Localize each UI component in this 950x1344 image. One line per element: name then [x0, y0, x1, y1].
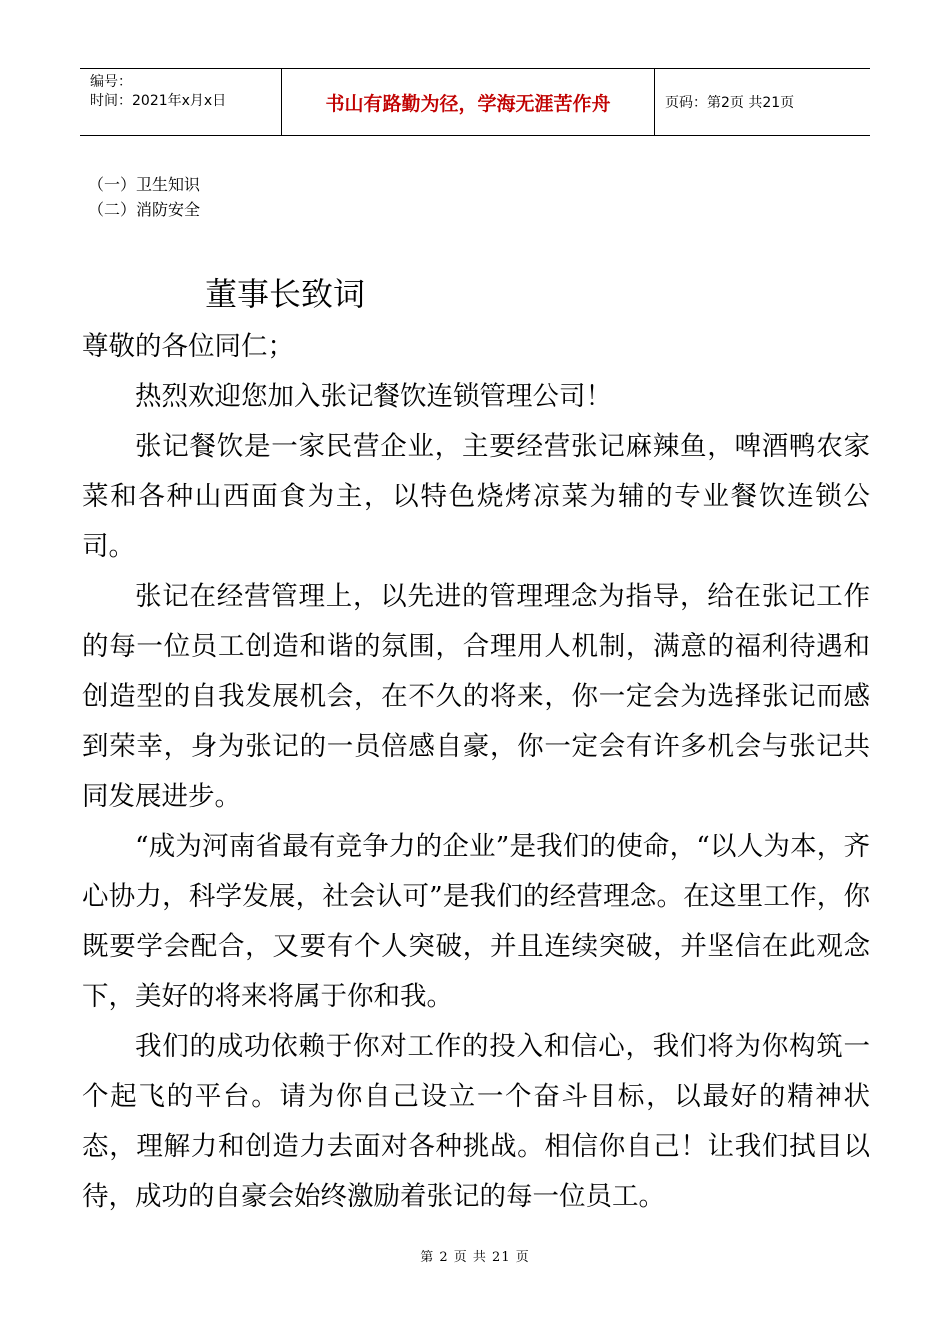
- letter-paragraph: 热烈欢迎您加入张记餐饮连锁管理公司！: [135, 381, 612, 412]
- page-footer: 第 2 页 共 21 页: [420, 1250, 530, 1265]
- header-page-info: 页码：第2页 共21页: [665, 95, 795, 111]
- letter-title: 董事长致词: [205, 275, 366, 313]
- letter-body: [82, 322, 870, 1222]
- toc-item-fire-safety: （二）消防安全: [88, 200, 201, 219]
- header-motto-cell: [282, 69, 655, 135]
- toc-list: [88, 172, 200, 222]
- letter-paragraph: 张记餐饮是一家民营企业，主要经营张记麻辣鱼，啤酒鸭农家菜和各种山西面食为主，以特色烧烤凉菜为辅的专业餐饮连锁公司。: [82, 431, 870, 562]
- letter-paragraph: “成为河南省最有竞争力的企业”是我们的使命，“以人为本，齐心协力，科学发展，社会认可”是我们的经营理念。在这里工作，你既要学会配合，又要有个人突破，并且连续突破，并坚信在此观念下，美好的将来将属于你和我。: [82, 831, 870, 1012]
- letter-greeting: 尊敬的各位同仁；: [82, 331, 294, 362]
- header-meta-cell: [80, 69, 282, 135]
- letter-paragraph: 张记在经营管理上，以先进的管理理念为指导，给在张记工作的每一位员工创造和谐的氛围，合理用人机制，满意的福利待遇和创造型的自我发展机会，在不久的将来，你一定会为选择张记而感到荣幸，身为张记的一员倍感自豪，你一定会有许多机会与张记共同发展进步。: [82, 581, 870, 812]
- header-motto: 书山有路勤为径，学海无涯苦作舟: [325, 92, 611, 115]
- toc-item-hygiene: （一）卫生知识: [88, 175, 201, 194]
- document-date: 时间：2021年x月x日: [90, 93, 227, 109]
- letter-paragraph: 我们的成功依赖于你对工作的投入和信心，我们将为你构筑一个起飞的平台。请为你自己设立一个奋斗目标，以最好的精神状态，理解力和创造力去面对各种挑战。相信你自己！让我们拭目以待，成功的自豪会始终激励着张记的每一位员工。: [82, 1031, 870, 1212]
- document-header: [80, 68, 870, 136]
- header-page-cell: [655, 69, 870, 135]
- document-number: 编号：: [90, 74, 132, 90]
